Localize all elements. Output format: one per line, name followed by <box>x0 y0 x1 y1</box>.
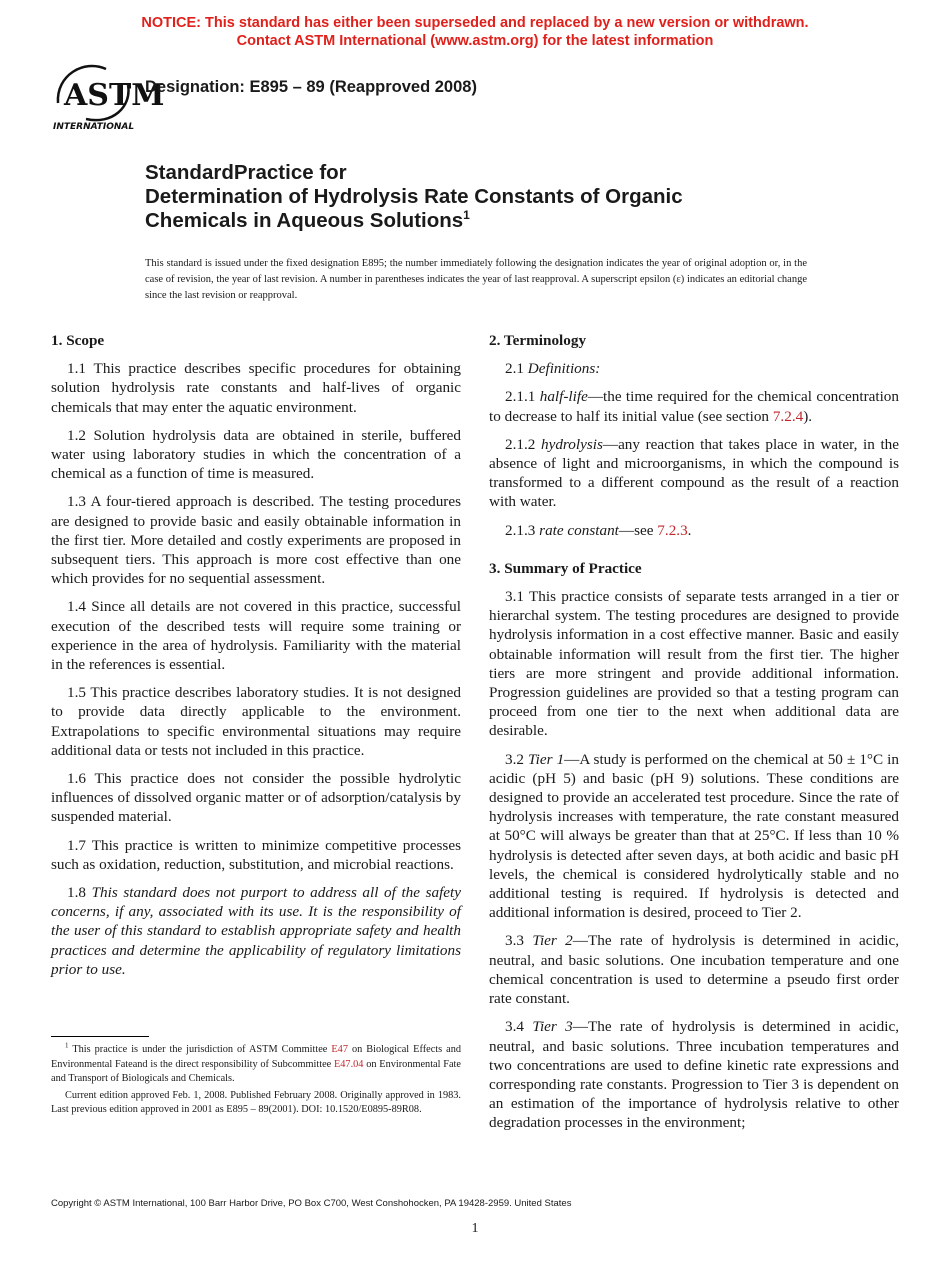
scope-1-4: 1.4 Since all details are not covered in this practice, successful execution of the described tests will require some training or experience in the area of hydrolysis. Familiarity with the material in the references is essential. <box>51 598 461 674</box>
withdrawal-notice <box>0 14 950 50</box>
terminology-heading: 2. Terminology <box>489 332 587 349</box>
term-1-number: 2.1.1 <box>505 388 540 406</box>
summary-3-1: 3.1 This practice consists of separate tests arranged in a tier or hierarchal system. The testing procedures are designed to provide hydrolysis information in a cost effective manner. Basic and easily obtainable information will result from the first tier. The higher tiers are more stringent and provide additional information. Progression guidelines are provided so that a testing program can proceed from one tier to the next when additional data are desirable. <box>489 588 899 740</box>
issue-note: This standard is issued under the fixed designation E895; the number immediately following the designation indicates the year of original adoption or, in the case of revision, the year of last revision. A number in parentheses indicates the year of last reapproval. A superscript epsilon (ε) indicates an editorial change since the last revision or reapproval. <box>145 258 807 301</box>
term-3-number: 2.1.3 <box>505 521 540 539</box>
summary-3-3-tier: Tier 2 <box>532 932 573 950</box>
summary-heading: 3. Summary of Practice <box>489 559 642 577</box>
page-number: 1 <box>471 1221 479 1236</box>
edition-note: Current edition approved Feb. 1, 2008. Published February 2008. Originally approved in 1983. Last previous edition approved in 2001 as E895 – 89(2001). DOI: 10.1520/E0895-89R08. <box>51 1089 461 1116</box>
term-3-end: . <box>687 521 692 539</box>
definitions-label <box>489 359 899 378</box>
logo-caption: INTERNATIONAL <box>53 122 135 132</box>
title-line-3: Chemicals in Aqueous Solutions <box>145 209 464 232</box>
astm-logo <box>50 55 165 133</box>
copyright-line: Copyright © ASTM International, 100 Barr Harbor Drive, PO Box C700, West Conshohocken, PA 19428-2959. United States <box>51 1198 572 1209</box>
term-2-term: hydrolysis <box>541 435 603 453</box>
scope-1-8 <box>51 883 461 979</box>
footnote-text-a: This practice is under the jurisdiction of ASTM Committee <box>68 1044 332 1055</box>
scope-heading: 1. Scope <box>51 332 105 349</box>
summary-3-4-text: —The rate of hydrolysis is determined in acidic, neutral, and basic solutions. Three incubation temperatures and two concentrations are used to define kinetic rate expressions and corresponding rate constants. Progression to Tier 3 is dependent on an estimation of the importance of hydrolysis relative to other degradation processes in the environment; <box>489 1018 900 1132</box>
title-footnote-mark: 1 <box>463 208 470 223</box>
notice-line-1: NOTICE: This standard has either been superseded and replaced by a new version or withdrawn. <box>141 15 809 31</box>
footnote-rule <box>51 1036 149 1037</box>
scope-1-3: 1.3 A four-tiered approach is described. The testing procedures are designed to provide basic and easily obtainable information in the first tier. More detailed and costly experiments are proposed in subsequent tiers. This approach is more cost effective than one which provides for no sequential assessment. <box>51 493 461 588</box>
summary-3-3-number: 3.3 <box>505 932 533 950</box>
summary-3-4 <box>489 1017 899 1132</box>
summary-3-2-text: —A study is performed on the chemical at 50 ± 1°C in acidic (pH 5) and basic (pH 9) solutions. These conditions are designed to provide an accelerated test procedure. Since the rate of hydrolysis increases with temperature, the rate constant measured at 50°C will always be greater than that at 25°C. If less than 10 % hydrolysis is detected after seven days, at both acidic and basic pH levels, the chemical is considered hydrolytically stable and no additional testing is required. If hydrolysis is detected and additional information is desired, proceed to Tier 2. <box>489 750 899 922</box>
notice-line-2: Contact ASTM International (www.astm.org) for the latest information <box>236 33 714 49</box>
title-line-1: StandardPractice for <box>145 161 347 184</box>
logo-letters: ASTM <box>64 78 165 113</box>
summary-3-4-tier: Tier 3 <box>532 1018 573 1036</box>
term-half-life <box>489 387 899 425</box>
left-column <box>51 331 461 988</box>
footnote-text-c: on Environmental Fate and Transport of Biologicals and Chemicals. <box>51 1058 461 1085</box>
term-1-end: ). <box>803 407 813 425</box>
scope-1-1: 1.1 This practice describes specific procedures for obtaining solution hydrolysis rate constants and half-lives of organic chemicals that may enter the aquatic environment. <box>51 360 461 416</box>
definitions-text: Definitions: <box>527 360 601 378</box>
term-2-number: 2.1.2 <box>505 435 541 453</box>
term-rate-constant <box>489 521 899 540</box>
term-3-text: —see <box>618 521 658 539</box>
scope-1-7: 1.7 This practice is written to minimize competitive processes such as oxidation, reduction, substitution, and microbial reactions. <box>51 836 461 873</box>
summary-3-2-tier: Tier 1 <box>528 750 565 768</box>
designation: Designation: E895 – 89 (Reapproved 2008) <box>145 78 477 96</box>
term-hydrolysis <box>489 435 899 512</box>
scope-1-8-text: This standard does not purport to address all of the safety concerns, if any, associated with its use. It is the responsibility of the user of this standard to establish appropriate safety and health practices and determine the applicability of regulatory limitations prior to use. <box>51 884 462 978</box>
scope-1-2: 1.2 Solution hydrolysis data are obtained in sterile, buffered water using laboratory studies in which the concentration of a chemical as a function of time is measured. <box>51 426 461 483</box>
subcommittee-e47-04-link[interactable]: E47.04 <box>333 1058 364 1070</box>
section-7-2-4-link[interactable]: 7.2.4 <box>772 407 804 425</box>
scope-1-6: 1.6 This practice does not consider the possible hydrolytic influences of dissolved organic matter or of adsorption/catalysis by suspended material. <box>51 770 461 826</box>
summary-3-2-number: 3.2 <box>505 750 529 768</box>
summary-3-3-text: —The rate of hydrolysis is determined in acidic, neutral, and basic solutions. One incubation temperature and one chemical concentration is used to determine a pseudo first order rate constant. <box>489 932 900 1008</box>
section-7-2-3-link[interactable]: 7.2.3 <box>657 521 688 539</box>
footnote-1 <box>51 1043 461 1087</box>
right-column <box>489 331 899 1142</box>
footnotes <box>51 1043 461 1120</box>
term-1-term: half-life <box>539 388 588 406</box>
definitions-number: 2.1 <box>505 360 528 378</box>
term-3-term: rate constant <box>539 521 619 539</box>
committee-e47-link[interactable]: E47 <box>331 1044 348 1055</box>
footnote-text-b: on Biological Effects and Environmental Fateand is the direct responsibility of Subcommittee <box>51 1044 461 1070</box>
scope-1-5: 1.5 This practice describes laboratory studies. It is not designed to provide data directly applicable to the environment. Extrapolations to specific environmental situations may require additional data or tests not included in this practice. <box>51 684 461 759</box>
astm-logo-icon <box>50 55 165 133</box>
summary-3-2 <box>489 750 899 923</box>
summary-3-4-number: 3.4 <box>505 1018 533 1036</box>
term-1-text: —the time required for the chemical concentration to decrease to half its initial value (see section <box>489 388 899 425</box>
scope-1-8-number: 1.8 <box>67 884 92 902</box>
footnote-mark: 1 <box>65 1041 69 1050</box>
summary-3-3 <box>489 931 899 1008</box>
document-title <box>145 161 845 233</box>
title-line-2: Determination of Hydrolysis Rate Constants of Organic <box>145 185 683 208</box>
term-2-text: —any reaction that takes place in water, in the absence of light and microorganisms, in which the compound is transformed to a different compound as the result of a reaction with water. <box>489 435 899 511</box>
